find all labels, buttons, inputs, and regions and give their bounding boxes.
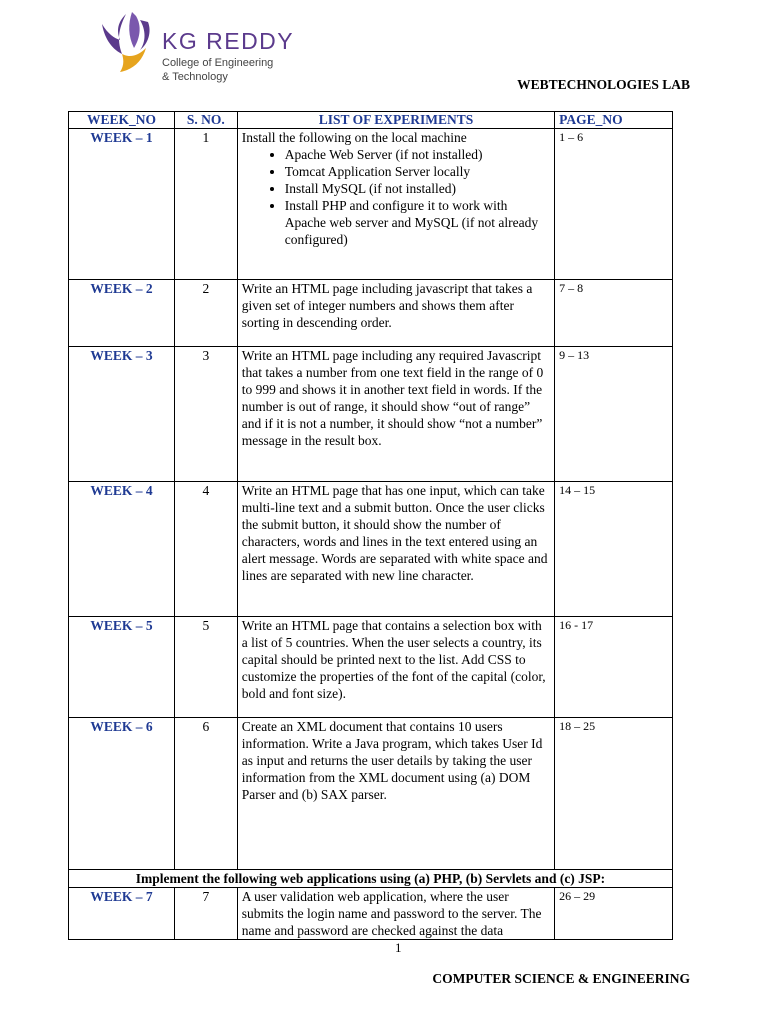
lab-title: WEBTECHNOLOGIES LAB	[517, 77, 690, 92]
experiment-cell	[237, 129, 554, 280]
sno-cell: 7	[174, 888, 237, 940]
experiment-text: Install the following on the local machine	[241, 130, 467, 145]
week-cell: WEEK – 2	[69, 280, 175, 347]
page-cell: 9 – 13	[555, 347, 673, 482]
install-list	[242, 146, 550, 248]
eagle-emblem-icon	[96, 8, 160, 80]
header-week-no: WEEK_NO	[69, 112, 175, 129]
page-cell: 1 – 6	[555, 129, 673, 280]
list-item: • Install PHP and configure it to work with Apache web server and MySQL (if not already configured)	[285, 197, 550, 248]
experiment-cell: A user validation web application, where the user submits the login name and password to the server. The name and password are checked against the data	[237, 888, 554, 940]
table-row	[69, 482, 673, 617]
table-row	[69, 718, 673, 870]
header-experiments: LIST OF EXPERIMENTS	[237, 112, 554, 129]
list-item: • Install MySQL (if not installed)	[285, 180, 550, 197]
header-sno: S. NO.	[174, 112, 237, 129]
page-cell: 16 - 17	[555, 617, 673, 718]
week-cell: WEEK – 4	[69, 482, 175, 617]
sno-cell: 3	[174, 347, 237, 482]
experiment-cell: Create an XML document that contains 10 users information. Write a Java program, which takes User Id as input and returns the user details by taking the user information from the XML document using (a) DOM Parser and (b) SAX parser.	[237, 718, 554, 870]
sno-cell: 6	[174, 718, 237, 870]
sno-cell: 5	[174, 617, 237, 718]
header-page-no: PAGE_NO	[555, 112, 673, 129]
experiment-cell: Write an HTML page that contains a selection box with a list of 5 countries. When the user selects a country, its capital should be printed next to the list. Add CSS to customize the properties of the font of the capital (color, bold and font size).	[237, 617, 554, 718]
sno-cell: 1	[174, 129, 237, 280]
table-row	[69, 129, 673, 280]
page-cell: 14 – 15	[555, 482, 673, 617]
table-header-row	[69, 112, 673, 129]
logo-name: KG REDDY	[162, 28, 295, 54]
table-row	[69, 888, 673, 940]
week-cell: WEEK – 6	[69, 718, 175, 870]
experiment-cell: Write an HTML page including javascript that takes a given set of integer numbers and shows them after sorting in descending order.	[237, 280, 554, 347]
logo-subtitle-line1: College of Engineering	[162, 57, 274, 69]
section-heading: Implement the following web applications using (a) PHP, (b) Servlets and (c) JSP:	[69, 870, 673, 888]
sno-cell: 2	[174, 280, 237, 347]
week-cell: WEEK – 5	[69, 617, 175, 718]
sno-cell: 4	[174, 482, 237, 617]
section-span-row	[69, 870, 673, 888]
college-logo	[96, 8, 306, 83]
list-item: • Tomcat Application Server locally	[285, 163, 550, 180]
page-cell: 7 – 8	[555, 280, 673, 347]
week-cell: WEEK – 3	[69, 347, 175, 482]
experiment-cell: Write an HTML page that has one input, which can take multi-line text and a submit button. Once the user clicks the submit button, it should show the number of characters, words and lines in the text entered using an alert message. Words are separated with white space and lines are separated with new line character.	[237, 482, 554, 617]
logo-subtitle-line2: & Technology	[162, 71, 228, 83]
department-footer: COMPUTER SCIENCE & ENGINEERING	[432, 971, 690, 986]
page-cell: 26 – 29	[555, 888, 673, 940]
week-cell: WEEK – 1	[69, 129, 175, 280]
page-cell: 18 – 25	[555, 718, 673, 870]
list-item: • Apache Web Server (if not installed)	[285, 146, 550, 163]
table-row	[69, 347, 673, 482]
experiments-table	[68, 111, 673, 940]
week-cell: WEEK – 7	[69, 888, 175, 940]
page-number: 1	[395, 940, 402, 955]
table-row	[69, 617, 673, 718]
table-row	[69, 280, 673, 347]
experiment-cell: Write an HTML page including any required Javascript that takes a number from one text field in the range of 0 to 999 and shows it in another text field in words. If the number is out of range, it should show “out of range” and if it is not a number, it should show “not a number” message in the result box.	[237, 347, 554, 482]
